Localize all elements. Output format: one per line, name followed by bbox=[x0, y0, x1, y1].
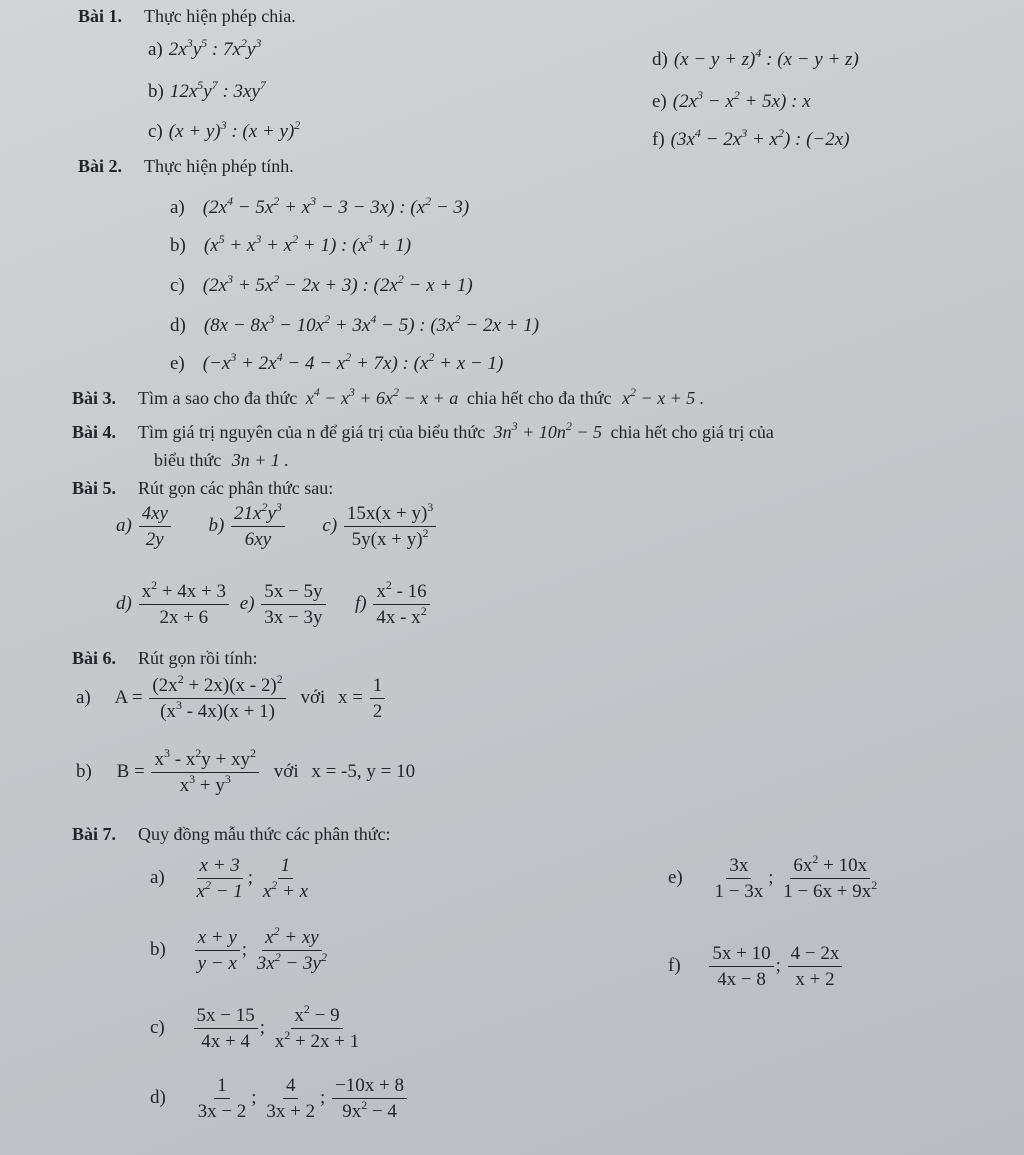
bai2-item-b: b) $(x^5 + x^3 + x^2 + 1)$ : $(x^3 + 1)$ bbox=[170, 232, 412, 256]
item-label: d) bbox=[652, 49, 668, 70]
bai7-item-d: d) $\frac{1}{3x - 2}$ ; $\frac{4}{3x + 2}$ ; $\frac{-10x + 8}{9x^2 - 4}$ bbox=[150, 1076, 409, 1121]
bai5-title: Rút gọn các phân thức sau: bbox=[138, 478, 334, 498]
item-label: c) bbox=[150, 1016, 165, 1038]
bai3-line: Bài 3. Tìm a sao cho đa thức $x^4 - x^3 + 6x^2 - x + a$ chia hết cho đa thức $x^2 - x + 5$ . bbox=[72, 385, 705, 408]
item-label: b) bbox=[148, 81, 164, 102]
bai5-heading-line bbox=[72, 478, 333, 499]
item-label: a) bbox=[76, 686, 91, 708]
item-label: d) bbox=[116, 592, 132, 614]
bai6-title: Rút gọn rồi tính: bbox=[138, 648, 258, 668]
bai4-text2: chia hết cho giá trị của bbox=[610, 422, 774, 442]
item-label: a) bbox=[150, 866, 165, 888]
bai1-title: Thực hiện phép chia. bbox=[144, 6, 296, 26]
with-word: với bbox=[273, 760, 299, 782]
bai5-heading: Bài 5. bbox=[72, 478, 117, 498]
item-label: b) bbox=[170, 235, 186, 256]
item-label: f) bbox=[355, 592, 367, 614]
bai1-heading-line bbox=[78, 6, 296, 27]
bai5-row1: a) $\frac{4xy}{2y}$ b) $\frac{21x^2y^3}{6xy}$ c) $\frac{15x(x + y)^3}{5y(x + y)^2}$ bbox=[116, 504, 438, 549]
bai4-text3: biểu thức bbox=[154, 450, 222, 470]
item-label: a) bbox=[148, 39, 163, 60]
bai2-item-e: e) $(-x^3 + 2x^4 - 4 - x^2 + 7x)$ : $(x^2 + x - 1)$ bbox=[170, 350, 504, 374]
bai2-item-a: a) $(2x^4 - 5x^2 + x^3 - 3 - 3x)$ : $(x^2 - 3)$ bbox=[170, 194, 470, 218]
bai3-text1: Tìm a sao cho đa thức bbox=[138, 388, 298, 408]
item-label: c) bbox=[170, 275, 185, 296]
bai1-item-b: b) $12x^5y^7$ : $3xy^7$ bbox=[148, 78, 266, 102]
bai2-title: Thực hiện phép tính. bbox=[144, 156, 294, 176]
bai2-item-d: d) $(8x - 8x^3 - 10x^2 + 3x^4 - 5)$ : $(3x^2 - 2x + 1)$ bbox=[170, 312, 540, 336]
bai6-condition-b: x = -5, y = 10 bbox=[311, 760, 416, 782]
bai1-heading: Bài 1. bbox=[78, 6, 123, 26]
bai6-item-a: a) A = $\frac{(2x^2 + 2x)(x - 2)^2}{(x^3 - 4x)(x + 1)}$ với x = $\frac{1}{2}$ bbox=[76, 676, 387, 721]
with-word: với bbox=[300, 686, 326, 708]
item-label: f) bbox=[652, 129, 665, 150]
bai7-item-a: a) $\frac{x + 3}{x^2 - 1}$ ; $\frac{1}{x^2 + x}$ bbox=[150, 855, 309, 902]
bai1-item-d: d) $(x - y + z)^4$ : (x − y + z) bbox=[652, 46, 859, 70]
bai2-heading: Bài 2. bbox=[78, 156, 123, 176]
item-label: e) bbox=[652, 91, 667, 112]
bai4-line1: Bài 4. Tìm giá trị nguyên của n để giá trị của biểu thức $3n^3 + 10n^2 - 5$ chia hết cho giá trị của bbox=[72, 419, 774, 442]
bai1-item-f: f) $(3x^4 - 2x^3 + x^2)$ : (−2x) bbox=[652, 126, 850, 150]
bai2-heading-line bbox=[78, 156, 294, 177]
bai6-heading: Bài 6. bbox=[72, 648, 117, 668]
bai7-heading: Bài 7. bbox=[72, 824, 117, 844]
bai7-heading-line bbox=[72, 824, 390, 845]
bai7-item-c: c) $\frac{5x - 15}{4x + 4}$ ; $\frac{x^2 - 9}{x^2 + 2x + 1}$ bbox=[150, 1002, 360, 1052]
bai7-item-e: e) $\frac{3x}{1 - 3x}$ ; $\frac{6x^2 + 10x}{1 - 6x + 9x^2}$ bbox=[668, 852, 878, 902]
bai1-item-e: e) $(2x^3 - x^2 + 5x)$ : x bbox=[652, 88, 811, 112]
bai1-item-a: a) $2x^3y^5$ : $7x^2y^3$ bbox=[148, 36, 262, 60]
item-label: f) bbox=[668, 954, 681, 976]
item-label: d) bbox=[170, 315, 186, 336]
bai3-text2: chia hết cho đa thức bbox=[466, 388, 612, 408]
bai4-line2: biểu thức 3n + 1 . bbox=[154, 450, 289, 470]
item-label: e) bbox=[239, 592, 255, 614]
bai2-item-c: c) $(2x^3 + 5x^2 - 2x + 3)$ : $(2x^2 - x + 1)$ bbox=[170, 272, 473, 296]
bai6-heading-line bbox=[72, 648, 258, 669]
bai7-item-f: f) $\frac{5x + 10}{4x - 8}$ ; $\frac{4 - 2x}{x + 2}$ bbox=[668, 944, 844, 989]
bai4-heading: Bài 4. bbox=[72, 422, 117, 442]
bai4-text1: Tìm giá trị nguyên của n để giá trị của biểu thức bbox=[138, 422, 486, 442]
bai3-heading: Bài 3. bbox=[72, 388, 117, 408]
item-label: b) bbox=[76, 760, 92, 782]
bai7-title: Quy đồng mẫu thức các phân thức: bbox=[138, 824, 391, 844]
item-label: b) bbox=[208, 514, 225, 536]
item-label: a) bbox=[170, 197, 185, 218]
item-label: d) bbox=[150, 1086, 166, 1108]
bai5-row2: d) $\frac{x^2 + 4x + 3}{2x + 6}$ e) $\frac{5x - 5y}{3x - 3y}$ f) $\frac{x^2 - 16}{4x - x^2}$ bbox=[116, 582, 432, 627]
item-label: c) bbox=[148, 121, 163, 142]
bai6-item-b: b) B = $\frac{x^3 - x^2y + xy^2}{x^3 + y^3}$ với x = -5, y = 10 bbox=[76, 746, 416, 796]
bai7-item-b: b) $\frac{x + y}{y - x}$ ; $\frac{x^2 + xy}{3x^2 - 3y^2}$ bbox=[150, 924, 327, 974]
item-label: b) bbox=[150, 938, 166, 960]
item-label: e) bbox=[668, 866, 683, 888]
item-label: c) bbox=[322, 514, 338, 536]
bai1-item-c: c) $(x + y)^3$ : $(x + y)^2$ bbox=[148, 118, 301, 142]
item-label: e) bbox=[170, 353, 185, 374]
item-label: a) bbox=[116, 514, 132, 536]
